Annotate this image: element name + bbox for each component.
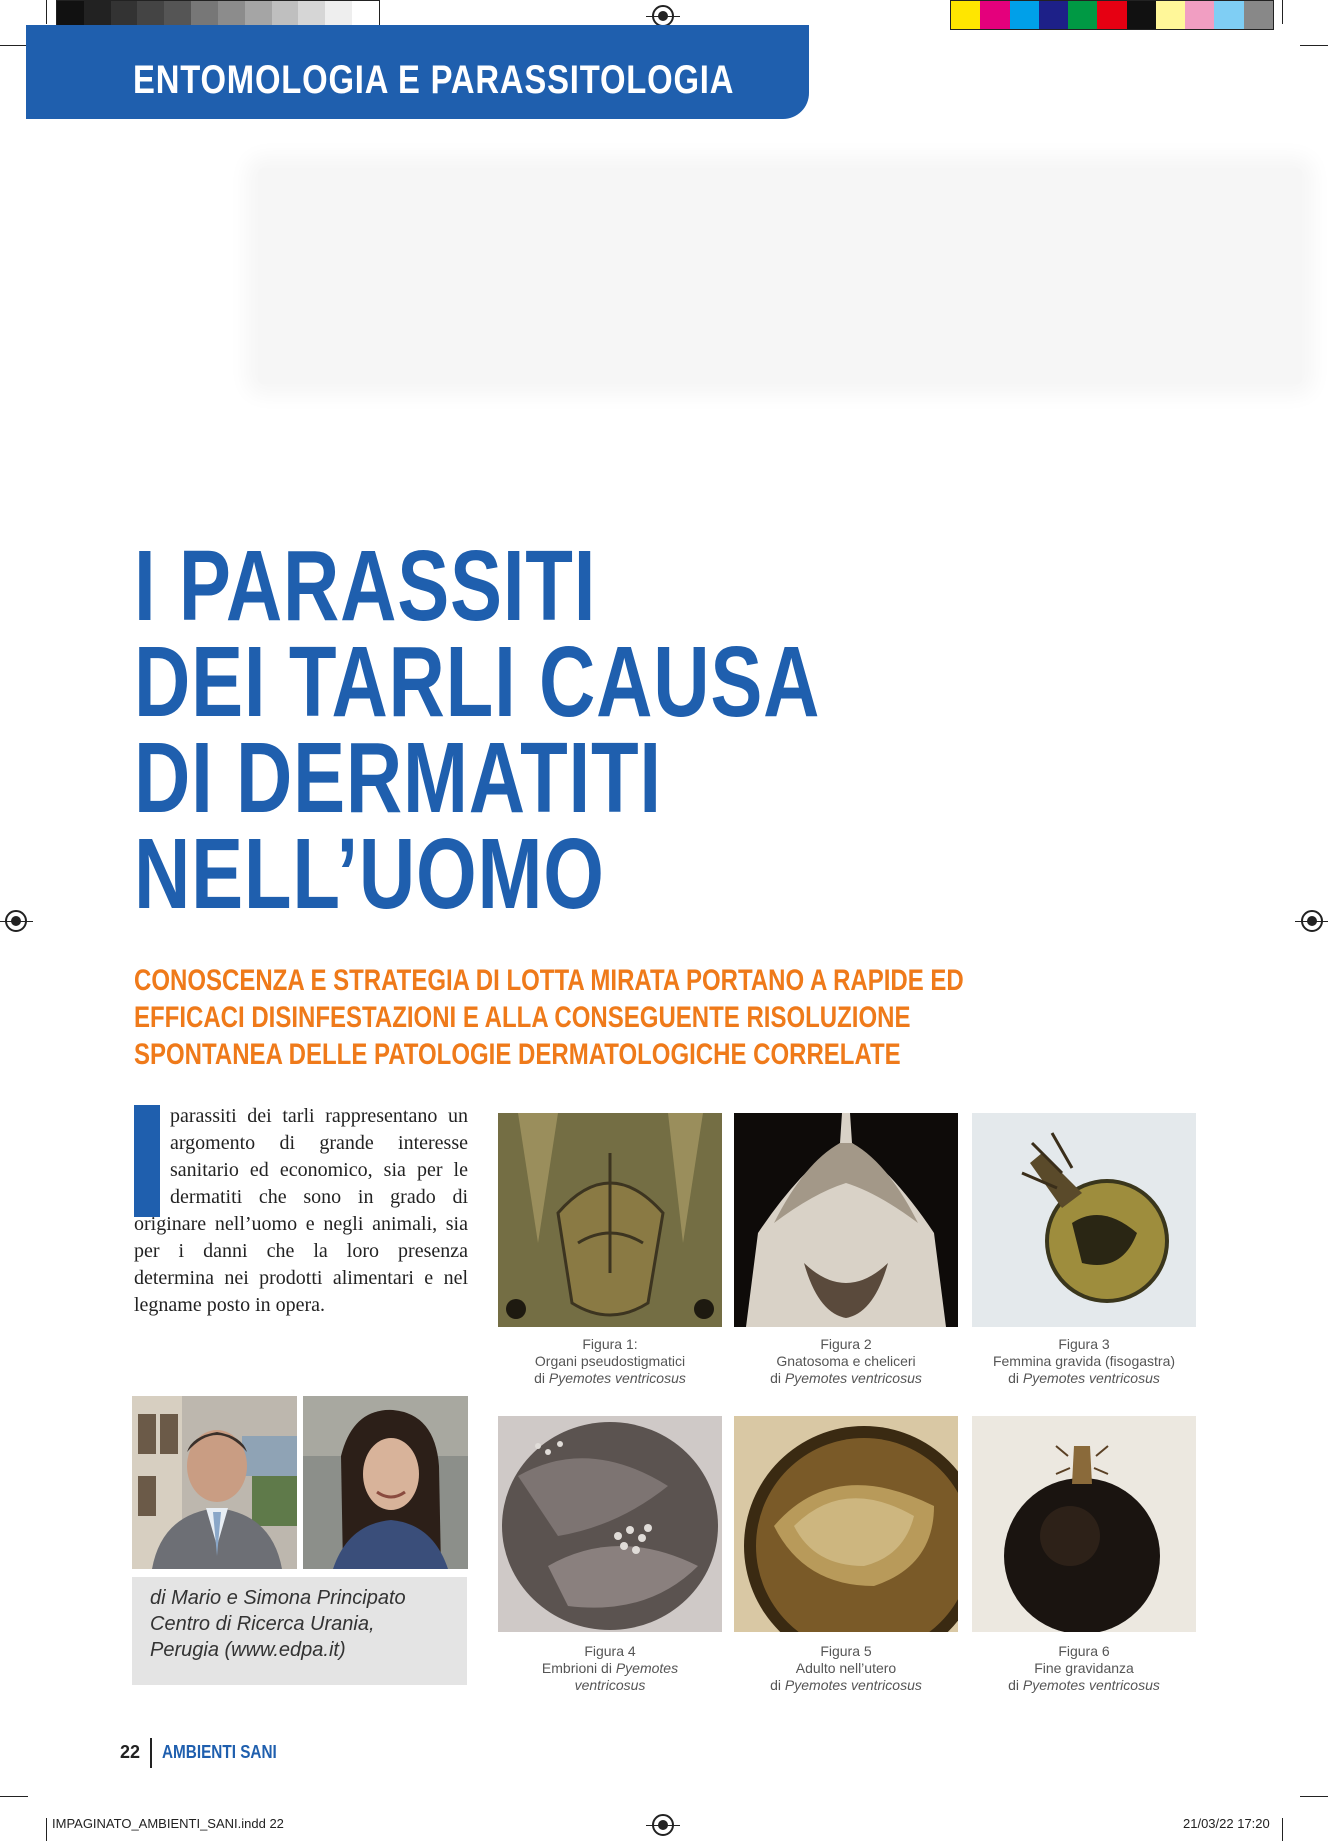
color-calibration-bar (950, 0, 1274, 30)
title-line: NELL’UOMO (134, 818, 605, 930)
color-swatch (1156, 1, 1185, 29)
registration-mark-icon (652, 5, 674, 27)
title-line: DEI TARLI CAUSA (134, 626, 821, 738)
body-paragraph: parassiti dei tarli rappresentano un argomento di grande interesse sanitario ed economico, sia per le dermatiti che sono in grado di originare nell’uomo e negli animali, sia per i danni che la loro presenza determina nei prodotti alimentari e nel legname posto in opera. (134, 1105, 468, 1316)
figure-6-caption: Figura 6 Fine gravidanza di Pyemotes ventricosus (1008, 1643, 1160, 1693)
author-location: Perugia (www.edpa.it) (150, 1639, 346, 1661)
crop-mark (1300, 45, 1328, 46)
color-swatch (951, 1, 980, 29)
color-swatch (980, 1, 1009, 29)
figure-4-image (498, 1416, 722, 1632)
figure-4-caption: Figura 4 Embrioni di Pyemotes ventricosus (541, 1643, 679, 1693)
crop-mark (1300, 1796, 1328, 1797)
author-credit (150, 1585, 470, 1663)
article-body (134, 1103, 468, 1319)
author-photo-simona (303, 1396, 468, 1569)
figure-2-caption: Figura 2 Gnatosoma e cheliceri di Pyemotes ventricosus (770, 1336, 922, 1386)
figure-5-image (734, 1416, 958, 1632)
crop-mark (0, 1796, 28, 1797)
author-institution: Centro di Ricerca Urania, (150, 1613, 375, 1635)
color-swatch (1214, 1, 1243, 29)
crop-mark (0, 45, 28, 46)
figure-5-caption: Figura 5 Adulto nell’utero di Pyemotes ventricosus (770, 1643, 922, 1693)
author-photo-mario (132, 1396, 297, 1569)
crop-mark (1282, 1818, 1283, 1841)
section-label: ENTOMOLOGIA E PARASSITOLOGIA (133, 58, 735, 102)
color-swatch (1097, 1, 1126, 29)
faded-background-strip (258, 168, 1302, 384)
color-swatch (1185, 1, 1214, 29)
figure-1-image (498, 1113, 722, 1327)
figure-3-image (972, 1113, 1196, 1327)
article-subtitle: CONOSCENZA E STRATEGIA DI LOTTA MIRATA PORTANO A RAPIDE ED EFFICACI DISINFESTAZIONI E ALLA CONSEGUENTE RISOLUZIONE SPONTANEA DELLE PATOLOGIE DERMATOLOGICHE CORRELATE (134, 964, 964, 1071)
crop-mark (46, 1818, 47, 1841)
figure-1-caption: Figura 1: Organi pseudostigmatici di Pyemotes ventricosus (534, 1336, 686, 1386)
footer-divider (150, 1738, 152, 1768)
registration-mark-icon (1301, 910, 1323, 932)
slug-date-time: 21/03/22 17:20 (1183, 1816, 1270, 1831)
registration-mark-icon (652, 1814, 674, 1836)
title-line: DI DERMATITI (134, 722, 662, 834)
author-names: di Mario e Simona Principato (150, 1587, 406, 1609)
color-swatch (1127, 1, 1156, 29)
magazine-name: AMBIENTI SANI (162, 1742, 277, 1762)
figure-3-caption: Figura 3 Femmina gravida (fisogastra) di Pyemotes ventricosus (992, 1336, 1176, 1386)
slug-file-info: IMPAGINATO_AMBIENTI_SANI.indd 22 (52, 1816, 284, 1831)
page-number: 22 (120, 1742, 141, 1762)
figure-6-image (972, 1416, 1196, 1632)
registration-mark-icon (5, 910, 27, 932)
crop-mark (46, 0, 47, 24)
crop-mark (1282, 0, 1283, 24)
color-swatch (1068, 1, 1097, 29)
color-swatch (1039, 1, 1068, 29)
color-swatch (1010, 1, 1039, 29)
title-line: I PARASSITI (134, 530, 597, 642)
color-swatch (1244, 1, 1273, 29)
figure-2-image (734, 1113, 958, 1327)
article-title (134, 530, 821, 930)
